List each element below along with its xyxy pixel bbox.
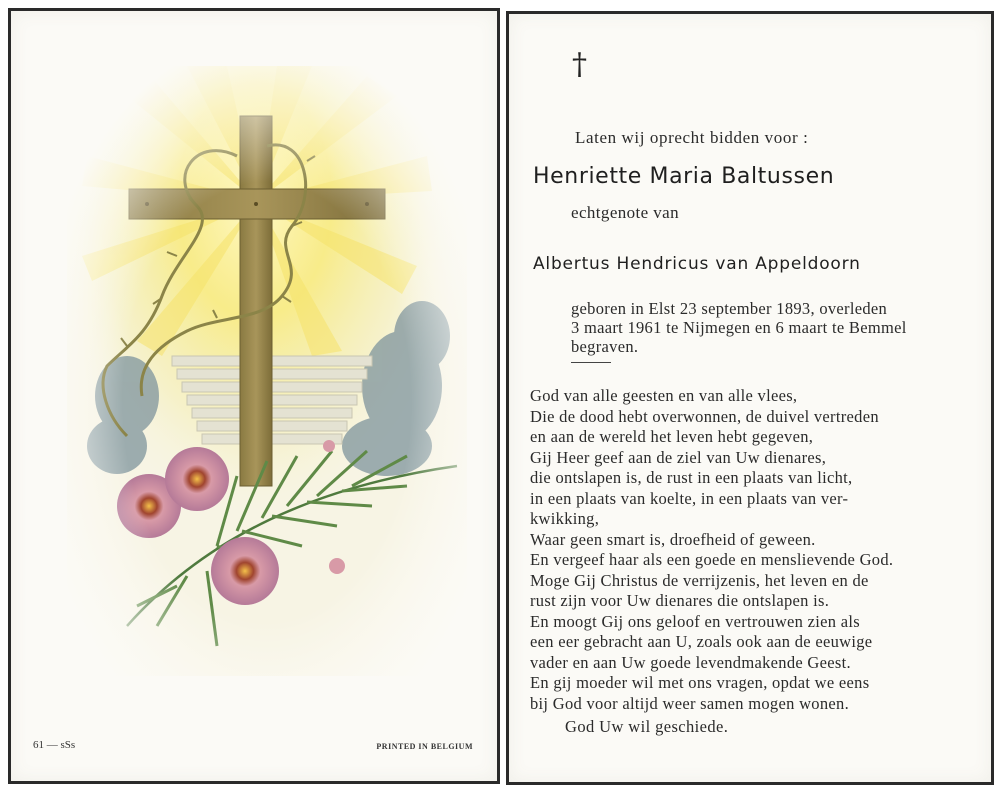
bio-line: begraven.	[571, 337, 639, 356]
prayer-line: Die de dood hebt overwonnen, de duivel vertreden	[530, 406, 879, 426]
closing-line: God Uw wil geschiede.	[565, 717, 729, 736]
prayer-line: En gij moeder wil met ons vragen, opdat we eens	[530, 673, 870, 692]
prayer	[530, 386, 990, 714]
prayer-line: een eer gebracht aan U, zoals ook aan de eeuwige	[530, 632, 873, 651]
spouse-label: echtgenote van	[571, 203, 680, 222]
picture-card	[8, 8, 500, 784]
cross-illustration	[67, 66, 467, 676]
prayer-line: En vergeef haar als een goede en menslievende God.	[530, 550, 894, 569]
prayer-line: bij God voor altijd weer samen mogen wonen.	[530, 693, 849, 713]
prayer-line: God van alle geesten en van alle vlees,	[530, 386, 798, 405]
prayer-line: Waar geen smart is, droefheid of geween.	[530, 529, 816, 549]
cross-icon: †	[572, 47, 587, 82]
bio-line: geboren in Elst 23 september 1893, overleden	[571, 299, 888, 318]
card-code: 61 — sSs	[33, 739, 76, 751]
prayer-line: kwikking,	[530, 509, 600, 528]
intro-line: Laten wij oprecht bidden voor :	[575, 128, 809, 147]
prayer-line: Moge Gij Christus de verrijzenis, het leven en de	[530, 570, 869, 590]
prayer-line: Gij Heer geef aan de ziel van Uw dienares,	[530, 447, 827, 467]
prayer-line: en aan de wereld het leven hebt gegeven,	[530, 427, 814, 446]
prayer-line: En moogt Gij ons geloof en vertrouwen zien als	[530, 611, 860, 631]
biography	[571, 299, 971, 356]
printer-note: PRINTED IN BELGIUM	[376, 742, 473, 751]
prayer-line: vader en aan Uw goede levendmakende Geest.	[530, 652, 851, 672]
spouse-name: Albertus Hendricus van Appeldoorn	[533, 254, 861, 274]
prayer-line: in een plaats van koelte, in een plaats van ver-	[530, 488, 849, 508]
text-card	[506, 11, 994, 785]
bio-line: 3 maart 1961 te Nijmegen en 6 maart te Bemmel	[571, 318, 907, 337]
prayer-line: die ontslapen is, de rust in een plaats van licht,	[530, 468, 853, 487]
deceased-name: Henriette Maria Baltussen	[533, 164, 835, 189]
prayer-line: rust zijn voor Uw dienares die ontslapen is.	[530, 591, 830, 610]
divider	[571, 362, 611, 363]
